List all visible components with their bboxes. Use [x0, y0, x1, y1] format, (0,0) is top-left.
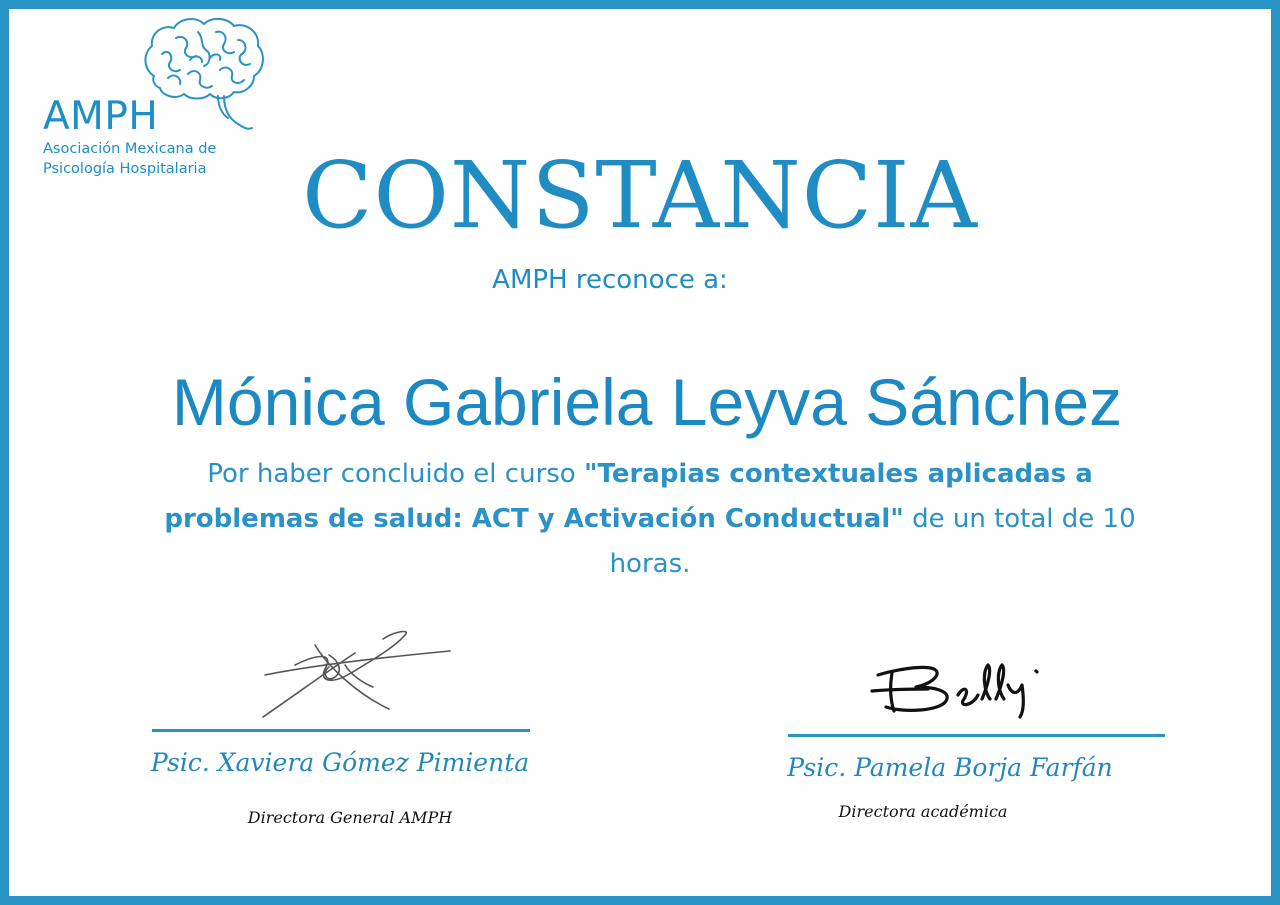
logo-acronym: AMPH	[43, 94, 159, 139]
recipient-name: Mónica Gabriela Leyva Sánchez	[171, 365, 1123, 439]
completion-statement	[150, 452, 1150, 587]
signature-line-1	[152, 729, 530, 732]
brain-icon	[140, 14, 270, 134]
recognition-line: AMPH reconoce a:	[492, 265, 728, 295]
signatory-name-2: Psic. Pamela Borja Farfán	[787, 753, 1113, 782]
course-title: "Terapias contextuales aplicadas a problemas de salud: ACT y Activación Conductual"	[164, 459, 1093, 534]
signature-line-2	[788, 734, 1165, 737]
certificate-title: CONSTANCIA	[302, 142, 978, 249]
signatory-role-1: Directora General AMPH	[247, 808, 453, 827]
signatory-role-2: Directora académica	[838, 802, 1008, 821]
signature-graphic-2	[868, 655, 1058, 725]
logo-name-line-1: Asociación Mexicana de	[43, 141, 217, 157]
logo-name-line-2: Psicología Hospitalaria	[43, 161, 207, 177]
statement-suffix: de un total de 10 horas.	[609, 504, 1136, 579]
signature-graphic-1	[255, 625, 465, 725]
statement-prefix: Por haber concluido el curso	[207, 459, 584, 489]
signatory-name-1: Psic. Xaviera Gómez Pimienta	[150, 748, 530, 777]
